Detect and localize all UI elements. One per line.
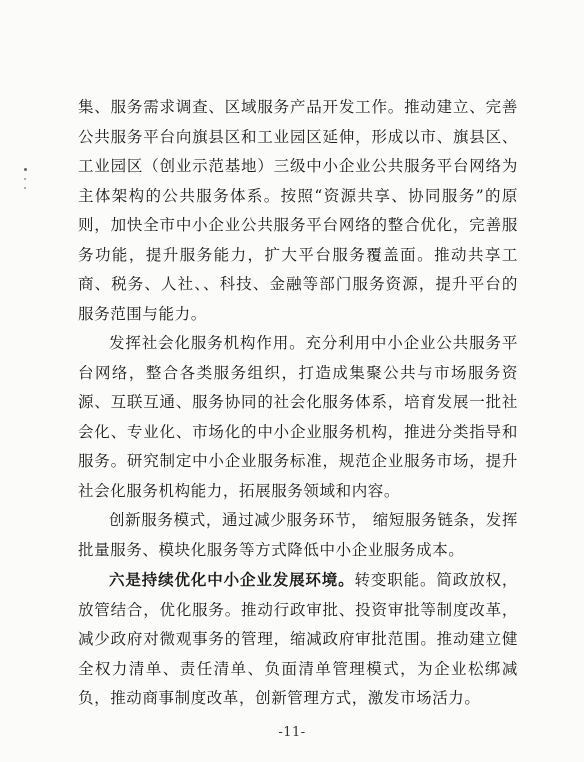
binding-mark <box>24 168 27 171</box>
paragraph-text: 创新服务模式，通过减少服务环节， 缩短服务链条，发挥批量服务、模块化服务等方式降低中小企业服务成本。 <box>78 511 518 559</box>
paragraph <box>78 329 518 506</box>
paragraph-text: 转变职能。简政放权，放管结合，优化服务。推动行政审批、投资审批等制度改革，减少政府对微观事务的管理，缩减政府审批范围。推动建立健全权力清单、责任清单、负面清单管理模式，为企业松绑减负，推动商事制度改革，创新管理方式，激发市场活力。 <box>78 571 518 707</box>
page-number: -11- <box>278 725 306 740</box>
paragraph-text: 发挥社会化服务机构作用。充分利用中小企业公共服务平台网络，整合各类服务组织，打造成集聚公共与市场服务资源、互联互通、服务协同的社会化服务体系，培育发展一批社会化、专业化、市场化的中小企业服务机构，推进分类指导和服务。研究制定中小企业服务标准，规范企业服务市场，提升社会化服务机构能力，拓展服务领域和内容。 <box>78 334 518 500</box>
paragraph <box>78 565 518 714</box>
binding-marks <box>24 168 30 196</box>
section-lead: 六是持续优化中小企业发展环境。 <box>109 570 355 589</box>
document-body <box>78 93 518 714</box>
paragraph <box>78 506 518 565</box>
binding-mark <box>24 187 26 189</box>
paragraph-text: 集、服务需求调查、区域服务产品开发工作。推动建立、完善公共服务平台向旗县区和工业园区延伸，形成以市、旗县区、工业园区（创业示范基地）三级中小企业公共服务平台网络为主体架构的公共服务体系。按照“资源共享、协同服务”的原则，加快全市中小企业公共服务平台网络的整合优化，完善服务功能，提升服务能力，扩大平台服务覆盖面。推动共享工商、税务、人社、、科技、金融等部门服务资源，提升平台的服务范围与能力。 <box>78 98 518 323</box>
binding-mark <box>24 178 26 180</box>
paragraph <box>78 93 518 329</box>
